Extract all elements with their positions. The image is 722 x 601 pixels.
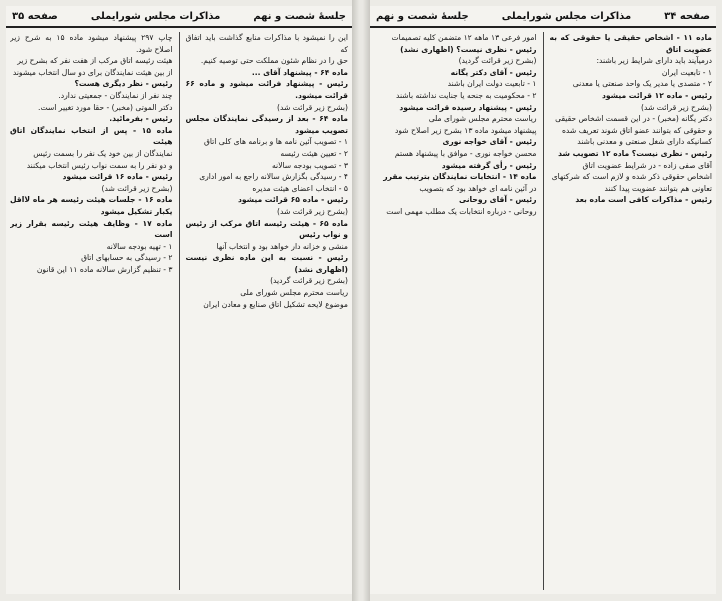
text-paragraph: ماده ۱۵ - پس از انتخاب نمایندگان اتاق هیئت (10, 125, 173, 147)
text-paragraph: ۳ - تصویب بودجه سالانه (271, 160, 348, 170)
text-paragraph: (بشرح زیر قرائت گردید) (270, 276, 348, 286)
text-paragraph: ۲ - متصدی یا مدیر یک واحد صنعتی یا معدنی (572, 79, 712, 89)
text-paragraph: محسن خواجه نوری - موافق با پیشنهاد هستم (394, 148, 537, 158)
column-left (374, 32, 537, 590)
text-paragraph: ۲ - محکومیت به جنحه یا جنایت نداشته باشند (396, 90, 537, 100)
text-paragraph: درمیآیند باید دارای شرایط زیر باشند: (596, 56, 712, 66)
text-paragraph: (بشرح زیر قرائت شد) (277, 102, 348, 112)
text-paragraph: رئیس - بفرمائید. (109, 114, 173, 124)
column-divider (179, 32, 180, 590)
text-columns (374, 32, 712, 590)
text-paragraph: ماده ۶۴ - پیشنهاد آقای ... (251, 67, 348, 77)
text-paragraph: ماده ۶۵ - هیئت رئیسه اتاق مرکب از رئیس و نواب رئیس (185, 218, 348, 240)
right-page (370, 6, 716, 594)
text-paragraph: ماده ۱۱ - اشخاص حقیقی یا حقوقی که به عضویت اتاق (549, 33, 712, 54)
text-paragraph: رئیس - ماده ۶۵ قرائت میشود (237, 195, 348, 205)
text-paragraph: ۱ - تابعیت ایران (661, 67, 712, 77)
text-paragraph: کسانیکه دارای شغل صنعتی و معدنی باشند (577, 137, 712, 147)
text-paragraph: رئیس - آقای خواجه نوری (442, 137, 537, 147)
left-page (6, 6, 352, 594)
column-divider (543, 32, 544, 590)
text-paragraph: رئیس - نظر دیگری هست؟ (74, 79, 173, 89)
text-paragraph: رئیس - نسبت به این ماده نظری نیست (اظهاری نشد) (185, 253, 348, 274)
text-paragraph: (بشرح زیر قرائت شد) (101, 183, 173, 193)
text-paragraph: اشخاص حقوقی ذکر شده و لازم است که شرکتهای (551, 172, 712, 182)
column-right (186, 32, 349, 590)
text-paragraph: در آئین نامه ای خواهد بود که بتصویب (419, 183, 537, 193)
text-paragraph: چاپ ۲۹۷ پیشنهاد میشود ماده ۱۵ به شرح زیر اصلاح شود. (10, 33, 173, 54)
text-paragraph: چند نفر از نمایندگان - جمعیتی ندارد. (58, 90, 173, 100)
journal-title: مذاکرات مجلس شورایملی (90, 10, 221, 22)
text-paragraph: دکتر یگانه (مخبر) - در این قسمت اشخاص حقیقی (555, 114, 712, 124)
text-paragraph: ۲ - تعیین هیئت رئیسه (280, 148, 348, 158)
text-paragraph: رئیس - رأی گرفته میشود (441, 160, 537, 170)
text-paragraph: رئیس - نظری نیست؟ (اظهاری نشد) (400, 44, 537, 54)
text-paragraph: ۲ - رسیدگی به حسابهای اتاق (81, 253, 173, 263)
book-gutter (352, 0, 370, 601)
text-paragraph: (بشرح زیر قرائت شد) (277, 206, 348, 216)
text-paragraph: (بشرح زیر قرائت گردید) (458, 56, 537, 66)
page-label: صفحه ۳۴ (664, 10, 710, 22)
text-paragraph: ریاست محترم مجلس شورای ملی (428, 114, 537, 124)
text-paragraph: منشی و خزانه دار خواهد بود و انتخاب آنها (216, 241, 348, 251)
text-paragraph: ۱ - تصویب آئین نامه ها و برنامه های کلی اتاق (203, 137, 348, 147)
text-paragraph: (بشرح زیر قرائت شد) (641, 102, 712, 112)
column-right (550, 32, 713, 590)
text-paragraph: ۱ - تهیه بودجه سالانه (106, 241, 173, 251)
text-paragraph: و دو نفر را به سمت نواب رئیس انتخاب میکنند (26, 160, 173, 170)
text-paragraph: حق را در نظام شئون مملکت حتی توصیه کنیم. (200, 56, 348, 66)
column-left (10, 32, 173, 590)
session-title: جلسهٔ شصت و نهم (376, 10, 469, 22)
text-paragraph: ۴ - رسیدگی بگزارش سالانه راجع به امور اداری (199, 172, 348, 182)
text-paragraph: موضوع لایحه تشکیل اتاق صنایع و معادن ایران (203, 299, 348, 309)
text-paragraph: رئیس - ماده ۱۶ قرائت میشود (62, 172, 173, 182)
text-paragraph: ریاست محترم مجلس شورای ملی (240, 288, 348, 298)
text-paragraph: رئیس - پیشنهاد رسیده قرائت میشود (399, 102, 537, 112)
text-paragraph: رئیس - ماده ۱۲ قرائت میشود (601, 90, 712, 100)
text-paragraph: آقای صفی زاده - در شرایط عضویت اتاق (582, 160, 712, 170)
text-paragraph: ۵ - انتخاب اعضای هیئت مدیره (252, 183, 348, 193)
text-paragraph: امور فرعی ۱۳ ماهه ۱۲ متضمن کلیه تصمیمات (391, 33, 537, 42)
text-paragraph: ۱ - تابعیت دولت ایران باشند (447, 79, 537, 89)
text-paragraph: ۳ - تنظیم گزارش سالانه ماده ۱۱ این قانون (36, 264, 173, 274)
text-paragraph: رئیس - مذاکرات کافی است ماده بعد (575, 195, 712, 205)
text-paragraph: ماده ۱۶ - جلسات هیئت رئیسه هر ماه لااقل یکبار تشکیل میشود (10, 195, 173, 216)
text-paragraph: این را نمیشود با مذاکرات منابع گذاشت باید اتفاق که (185, 33, 348, 54)
page-label: صفحه ۳۵ (12, 10, 58, 22)
text-paragraph: ماده ۱۷ - وظایف هیئت رئیسه بقرار زیر است (10, 218, 173, 240)
text-paragraph: دکتر الموتی (مخبر) - حقا مورد تغییر است. (38, 102, 173, 112)
text-paragraph: رئیس - پیشنهاد فرائت میشود و ماده ۶۶ قرائت میشود. (185, 79, 348, 100)
text-paragraph: پیشنهاد میشود ماده ۱۳ بشرح زیر اصلاح شود (394, 125, 537, 135)
text-paragraph: رئیس - آقای روحانی (459, 195, 537, 205)
page-header (370, 6, 716, 28)
journal-title: مذاکرات مجلس شورایملی (501, 10, 632, 22)
text-columns (10, 32, 348, 590)
text-paragraph: روحانی - درباره انتخابات یک مطلب مهمی است (386, 206, 537, 216)
page-header (6, 6, 352, 28)
text-paragraph: ماده ۱۴ - انتخابات نمایندگان بترتیب مقرر (383, 172, 537, 182)
text-paragraph: و حقوقی که بتوانند عضو اتاق شوند تعریف شده (561, 125, 712, 135)
text-paragraph: رئیس - نظری نیست؟ ماده ۱۲ تصویب شد (558, 148, 712, 158)
page-number: جلسهٔ شصت و نهم (253, 10, 346, 22)
text-paragraph: از بین هیئت نمایندگان برای دو سال انتخاب میشوند (12, 67, 173, 77)
text-paragraph: تعاونی هم بتوانند عضویت پیدا کنند (604, 183, 712, 193)
text-paragraph: ماده ۶۴ - بعد از رسیدگی نمایندگان مجلس تصویب میشود (185, 114, 348, 135)
text-paragraph: هیئت رئیسه اتاق مرکب از هفت نفر که بشرح زیر (17, 56, 173, 66)
text-paragraph: نمایندگان از بین خود یک نفر را بسمت رئیس (33, 148, 173, 158)
text-paragraph: رئیس - آقای دکتر یگانه (450, 67, 537, 77)
